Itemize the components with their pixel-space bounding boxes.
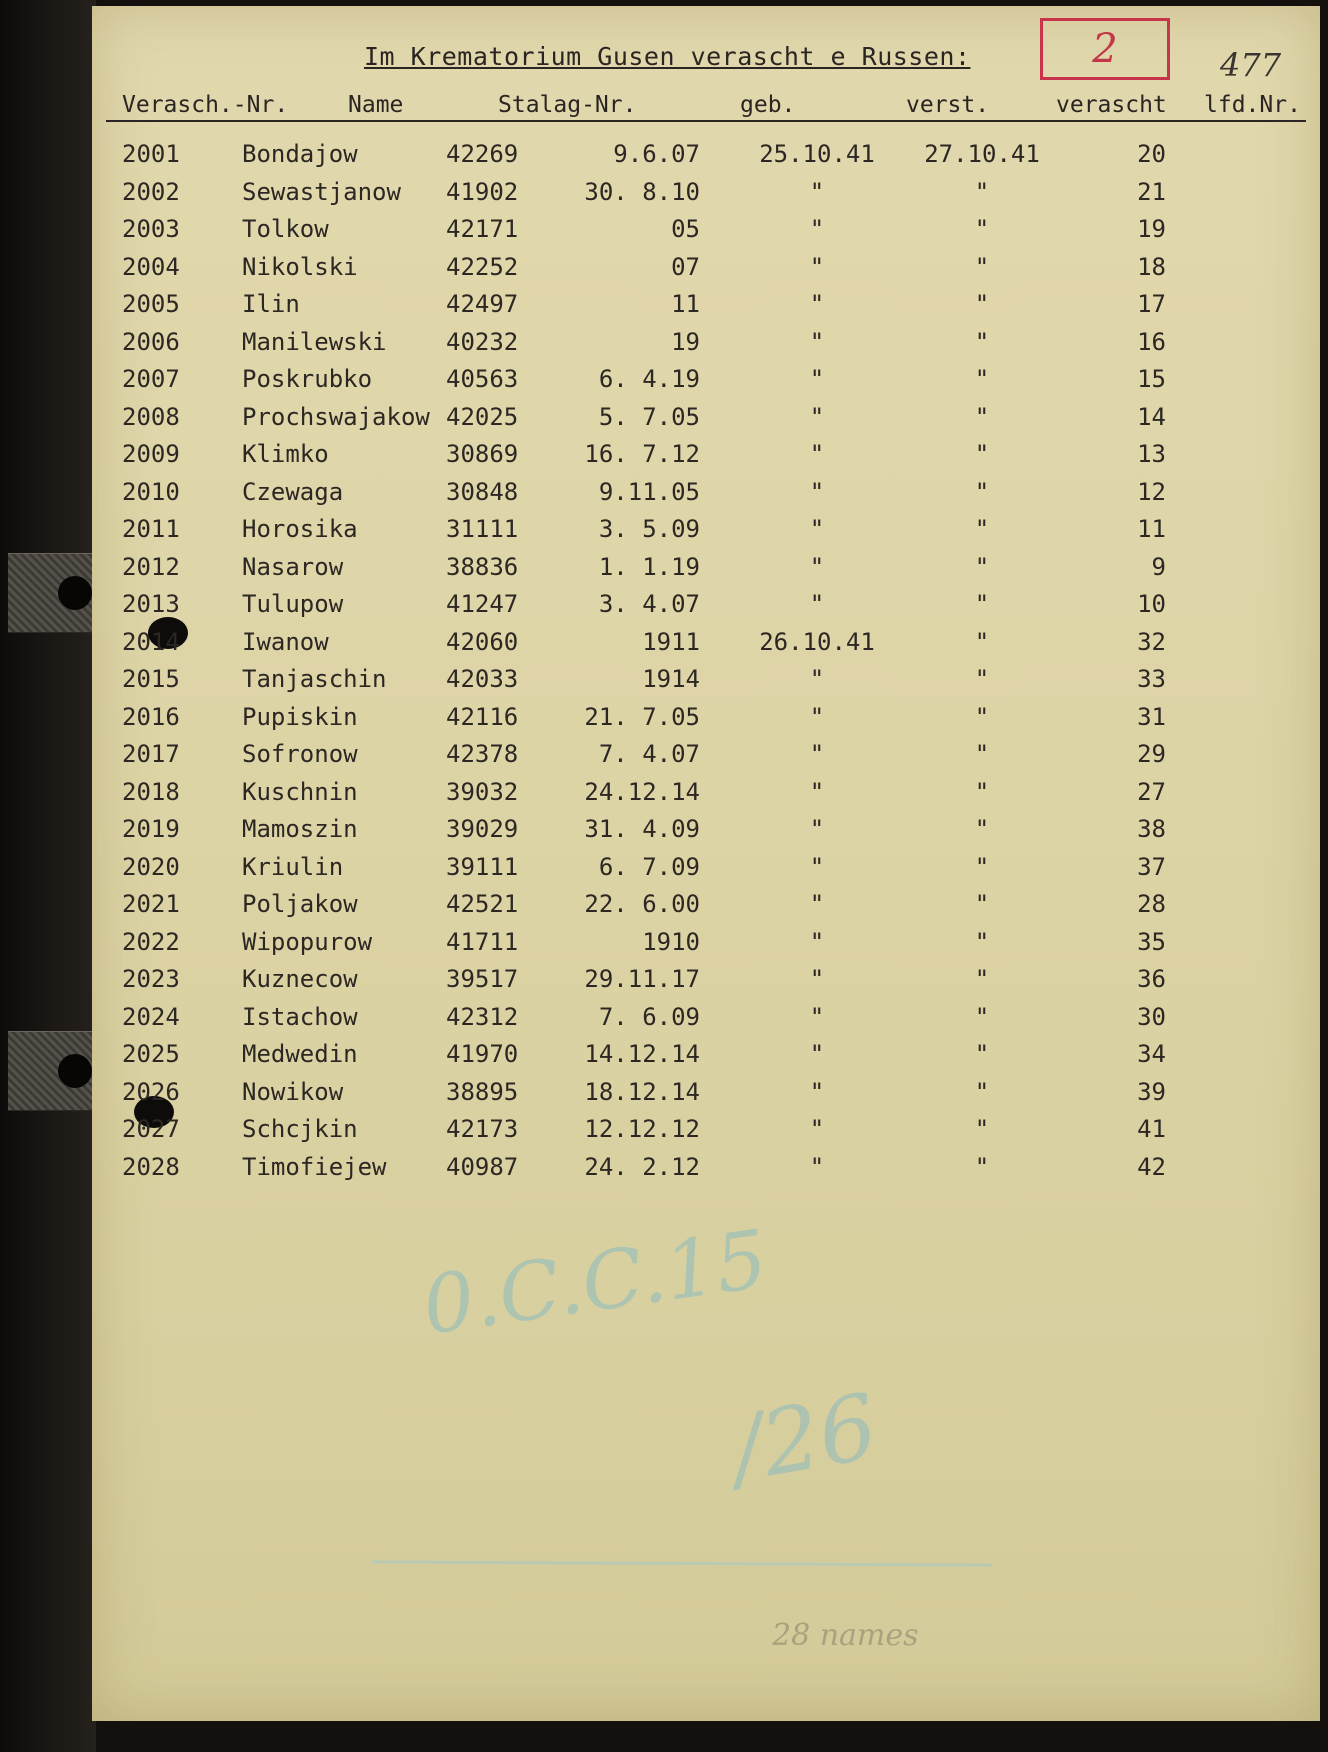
cell-geb: 12.12.12 xyxy=(584,1115,700,1143)
cell-verascht: " xyxy=(974,852,990,881)
header-stalag-nr: Stalag-Nr. xyxy=(498,92,637,118)
cell-lfd-nr: 13 xyxy=(1137,440,1166,468)
cell-stalag-nr: 42060 xyxy=(446,627,519,656)
cell-stalag-nr: 40232 xyxy=(446,327,519,356)
cell-stalag-nr: 42025 xyxy=(446,402,519,431)
cell-verasch-nr: 2025 xyxy=(122,1040,180,1068)
pencil-annotation-code: 0.C.C.15 xyxy=(417,1212,773,1353)
cell-stalag-nr: 40987 xyxy=(446,1152,519,1181)
cell-verascht: " xyxy=(974,440,990,468)
table-row xyxy=(92,1153,1320,1189)
table-row xyxy=(92,1078,1320,1114)
binder-hole xyxy=(58,576,92,610)
table-row xyxy=(92,740,1320,776)
cell-lfd-nr: 31 xyxy=(1137,702,1166,731)
cell-stalag-nr: 41247 xyxy=(446,590,519,618)
cell-lfd-nr: 15 xyxy=(1137,365,1166,393)
cell-verasch-nr: 2004 xyxy=(122,252,180,281)
table-row xyxy=(92,628,1320,664)
cell-name: Iwanow xyxy=(242,627,329,656)
table-row xyxy=(92,365,1320,401)
cell-verascht: " xyxy=(974,365,990,393)
cell-verst: " xyxy=(809,515,825,543)
cell-stalag-nr: 38895 xyxy=(446,1077,519,1106)
cell-name: Istachow xyxy=(242,1002,358,1031)
cell-stalag-nr: 30869 xyxy=(446,440,519,468)
binder-clip-upper xyxy=(8,553,96,633)
page-number: 477 xyxy=(1220,46,1282,84)
cell-geb: 18.12.14 xyxy=(584,1077,700,1106)
cell-name: Nasarow xyxy=(242,552,344,581)
cell-verascht: " xyxy=(974,890,990,918)
table-row xyxy=(92,478,1320,514)
cell-stalag-nr: 42173 xyxy=(446,1115,519,1143)
cell-verascht: " xyxy=(974,927,990,956)
cell-name: Mamoszin xyxy=(242,815,358,843)
table-row xyxy=(92,928,1320,964)
cell-verst: " xyxy=(809,1040,825,1068)
table-row xyxy=(92,778,1320,814)
table-row xyxy=(92,178,1320,214)
cell-verst: " xyxy=(809,215,825,243)
cell-stalag-nr: 42521 xyxy=(446,890,519,918)
cell-name: Sewastjanow xyxy=(242,177,401,206)
table-row xyxy=(92,215,1320,251)
cell-geb: 5. 7.05 xyxy=(598,402,700,431)
cell-geb: 21. 7.05 xyxy=(584,702,700,731)
cell-verasch-nr: 2023 xyxy=(122,965,180,993)
cell-verst: " xyxy=(809,290,825,318)
cell-lfd-nr: 42 xyxy=(1137,1152,1166,1181)
cell-geb: 1910 xyxy=(642,927,700,956)
cell-name: Poskrubko xyxy=(242,365,373,393)
cell-verascht: " xyxy=(974,590,990,618)
cell-stalag-nr: 40563 xyxy=(446,365,519,393)
stamp-number: 2 xyxy=(1092,26,1118,72)
names-count-note: 28 names xyxy=(772,1618,919,1653)
cell-lfd-nr: 17 xyxy=(1137,290,1166,318)
cell-geb: 7. 6.09 xyxy=(598,1002,700,1031)
cell-verasch-nr: 2013 xyxy=(122,590,180,618)
cell-lfd-nr: 28 xyxy=(1137,890,1166,918)
cell-verasch-nr: 2020 xyxy=(122,852,180,881)
cell-verst: " xyxy=(809,1152,825,1181)
header-verasch-nr: Verasch.-Nr. xyxy=(122,92,289,118)
header-name: Name xyxy=(348,92,404,118)
cell-name: Poljakow xyxy=(242,890,358,918)
cell-geb: 30. 8.10 xyxy=(584,177,700,206)
cell-stalag-nr: 42171 xyxy=(446,215,519,243)
cell-verascht: " xyxy=(974,290,990,318)
cell-geb: 16. 7.12 xyxy=(584,440,700,468)
cell-verascht: " xyxy=(974,965,990,993)
cell-geb: 19 xyxy=(671,327,700,356)
cell-lfd-nr: 38 xyxy=(1137,815,1166,843)
cell-verascht: " xyxy=(974,477,990,506)
cell-verascht: " xyxy=(974,1040,990,1068)
cell-stalag-nr: 42033 xyxy=(446,665,519,693)
cell-lfd-nr: 39 xyxy=(1137,1077,1166,1106)
cell-stalag-nr: 39111 xyxy=(446,852,519,881)
cell-verascht: 27.10.41 xyxy=(924,140,1040,168)
cell-verasch-nr: 2006 xyxy=(122,327,180,356)
cell-verst: " xyxy=(809,1002,825,1031)
cell-stalag-nr: 42116 xyxy=(446,702,519,731)
cell-verascht: " xyxy=(974,702,990,731)
table-row xyxy=(92,965,1320,1001)
cell-verasch-nr: 2014 xyxy=(122,627,180,656)
table-row xyxy=(92,853,1320,889)
cell-geb: 05 xyxy=(671,215,700,243)
cell-verascht: " xyxy=(974,1002,990,1031)
cell-verascht: " xyxy=(974,402,990,431)
cell-lfd-nr: 37 xyxy=(1137,852,1166,881)
cell-verascht: " xyxy=(974,665,990,693)
cell-verst: " xyxy=(809,890,825,918)
cell-verasch-nr: 2007 xyxy=(122,365,180,393)
cell-verasch-nr: 2021 xyxy=(122,890,180,918)
cell-stalag-nr: 42252 xyxy=(446,252,519,281)
cell-geb: 31. 4.09 xyxy=(584,815,700,843)
cell-verasch-nr: 2002 xyxy=(122,177,180,206)
cell-verst: " xyxy=(809,365,825,393)
cell-geb: 11 xyxy=(671,290,700,318)
cell-verst: " xyxy=(809,852,825,881)
cell-verasch-nr: 2019 xyxy=(122,815,180,843)
header-lfd-nr: lfd.Nr. xyxy=(1204,92,1301,118)
cell-verasch-nr: 2003 xyxy=(122,215,180,243)
cell-name: Prochswajakow xyxy=(242,402,430,431)
cell-geb: 24. 2.12 xyxy=(584,1152,700,1181)
cell-geb: 29.11.17 xyxy=(584,965,700,993)
cell-lfd-nr: 18 xyxy=(1137,252,1166,281)
pencil-underline xyxy=(372,1560,992,1566)
cell-lfd-nr: 27 xyxy=(1137,777,1166,806)
cell-stalag-nr: 41902 xyxy=(446,177,519,206)
cell-verascht: " xyxy=(974,177,990,206)
cell-stalag-nr: 42497 xyxy=(446,290,519,318)
cell-name: Czewaga xyxy=(242,477,344,506)
cell-name: Klimko xyxy=(242,440,329,468)
cell-lfd-nr: 21 xyxy=(1137,177,1166,206)
cell-verascht: " xyxy=(974,1152,990,1181)
cell-stalag-nr: 39032 xyxy=(446,777,519,806)
cell-verasch-nr: 2001 xyxy=(122,140,180,168)
cell-verasch-nr: 2011 xyxy=(122,515,180,543)
cell-name: Nikolski xyxy=(242,252,358,281)
cell-name: Ilin xyxy=(242,290,300,318)
cell-verst: " xyxy=(809,702,825,731)
cell-verascht: " xyxy=(974,815,990,843)
cell-lfd-nr: 32 xyxy=(1137,627,1166,656)
cell-verascht: " xyxy=(974,1077,990,1106)
cell-verascht: " xyxy=(974,777,990,806)
cell-geb: 6. 4.19 xyxy=(598,365,700,393)
cell-geb: 9.11.05 xyxy=(598,477,700,506)
cell-lfd-nr: 16 xyxy=(1137,327,1166,356)
cell-verascht: " xyxy=(974,740,990,768)
table-row xyxy=(92,590,1320,626)
cell-verasch-nr: 2016 xyxy=(122,702,180,731)
cell-name: Kriulin xyxy=(242,852,344,881)
cell-name: Sofronow xyxy=(242,740,358,768)
table-row xyxy=(92,553,1320,589)
cell-lfd-nr: 41 xyxy=(1137,1115,1166,1143)
cell-verasch-nr: 2017 xyxy=(122,740,180,768)
cell-verascht: " xyxy=(974,252,990,281)
header-verst: verst. xyxy=(906,92,990,118)
pencil-annotation-fraction: /26 xyxy=(723,1374,885,1503)
cell-lfd-nr: 20 xyxy=(1137,140,1166,168)
cell-geb: 3. 4.07 xyxy=(598,590,700,618)
table-row xyxy=(92,1040,1320,1076)
cell-verasch-nr: 2022 xyxy=(122,927,180,956)
cell-name: Wipopurow xyxy=(242,927,373,956)
cell-verst: " xyxy=(809,777,825,806)
cell-stalag-nr: 39517 xyxy=(446,965,519,993)
cell-lfd-nr: 12 xyxy=(1137,477,1166,506)
table-row xyxy=(92,1115,1320,1151)
cell-geb: 1. 1.19 xyxy=(598,552,700,581)
cell-verst: " xyxy=(809,552,825,581)
cell-verst: " xyxy=(809,402,825,431)
cell-stalag-nr: 30848 xyxy=(446,477,519,506)
cell-name: Medwedin xyxy=(242,1040,358,1068)
cell-verst: " xyxy=(809,1077,825,1106)
cell-verst: " xyxy=(809,665,825,693)
cell-name: Tolkow xyxy=(242,215,329,243)
cell-name: Pupiskin xyxy=(242,702,358,731)
document-page xyxy=(92,6,1320,1721)
header-rule xyxy=(106,120,1306,122)
table-row xyxy=(92,815,1320,851)
table-row xyxy=(92,290,1320,326)
header-verascht: verascht xyxy=(1056,92,1167,118)
table-row xyxy=(92,140,1320,176)
table-row xyxy=(92,665,1320,701)
cell-verst: " xyxy=(809,477,825,506)
table-row xyxy=(92,515,1320,551)
cell-name: Timofiejew xyxy=(242,1152,387,1181)
cell-verst: " xyxy=(809,327,825,356)
cell-name: Tulupow xyxy=(242,590,344,618)
cell-verst: " xyxy=(809,177,825,206)
cell-verasch-nr: 2026 xyxy=(122,1077,180,1106)
cell-stalag-nr: 42269 xyxy=(446,140,519,168)
cell-lfd-nr: 29 xyxy=(1137,740,1166,768)
cell-stalag-nr: 41970 xyxy=(446,1040,519,1068)
table-row xyxy=(92,1003,1320,1039)
binder-hole xyxy=(58,1054,92,1088)
cell-lfd-nr: 11 xyxy=(1137,515,1166,543)
cell-geb: 7. 4.07 xyxy=(598,740,700,768)
table-row xyxy=(92,403,1320,439)
cell-verst: 26.10.41 xyxy=(759,627,875,656)
cell-lfd-nr: 35 xyxy=(1137,927,1166,956)
cell-verascht: " xyxy=(974,552,990,581)
cell-verst: " xyxy=(809,590,825,618)
cell-name: Tanjaschin xyxy=(242,665,387,693)
cell-geb: 07 xyxy=(671,252,700,281)
table-row xyxy=(92,440,1320,476)
cell-verst: " xyxy=(809,1115,825,1143)
cell-verasch-nr: 2028 xyxy=(122,1152,180,1181)
cell-verasch-nr: 2027 xyxy=(122,1115,180,1143)
cell-geb: 9.6.07 xyxy=(613,140,700,168)
red-stamp-box xyxy=(1040,18,1170,80)
cell-verasch-nr: 2018 xyxy=(122,777,180,806)
cell-verasch-nr: 2008 xyxy=(122,402,180,431)
cell-geb: 14.12.14 xyxy=(584,1040,700,1068)
cell-verst: " xyxy=(809,815,825,843)
cell-geb: 1914 xyxy=(642,665,700,693)
document-title: Im Krematorium Gusen verascht e Russen: xyxy=(364,42,971,71)
cell-verst: " xyxy=(809,252,825,281)
cell-name: Nowikow xyxy=(242,1077,344,1106)
cell-lfd-nr: 14 xyxy=(1137,402,1166,431)
cell-verascht: " xyxy=(974,515,990,543)
cell-name: Bondajow xyxy=(242,140,358,168)
cell-name: Manilewski xyxy=(242,327,387,356)
table-row xyxy=(92,703,1320,739)
cell-name: Horosika xyxy=(242,515,358,543)
table-row xyxy=(92,328,1320,364)
cell-stalag-nr: 42378 xyxy=(446,740,519,768)
cell-lfd-nr: 36 xyxy=(1137,965,1166,993)
cell-verascht: " xyxy=(974,327,990,356)
header-geb: geb. xyxy=(740,92,796,118)
cell-verasch-nr: 2012 xyxy=(122,552,180,581)
cell-name: Schcjkin xyxy=(242,1115,358,1143)
cell-verascht: " xyxy=(974,1115,990,1143)
cell-verasch-nr: 2010 xyxy=(122,477,180,506)
cell-verst: " xyxy=(809,440,825,468)
cell-stalag-nr: 41711 xyxy=(446,927,519,956)
cell-lfd-nr: 33 xyxy=(1137,665,1166,693)
cell-verst: " xyxy=(809,740,825,768)
cell-stalag-nr: 39029 xyxy=(446,815,519,843)
cell-name: Kuschnin xyxy=(242,777,358,806)
binder-clip-lower xyxy=(8,1031,96,1111)
cell-lfd-nr: 9 xyxy=(1151,552,1166,581)
cell-lfd-nr: 30 xyxy=(1137,1002,1166,1031)
binder-edge xyxy=(0,0,96,1752)
cell-verascht: " xyxy=(974,215,990,243)
table-row xyxy=(92,890,1320,926)
cell-geb: 6. 7.09 xyxy=(598,852,700,881)
cell-verascht: " xyxy=(974,627,990,656)
cell-verasch-nr: 2009 xyxy=(122,440,180,468)
cell-geb: 22. 6.00 xyxy=(584,890,700,918)
cell-lfd-nr: 34 xyxy=(1137,1040,1166,1068)
cell-geb: 24.12.14 xyxy=(584,777,700,806)
cell-verst: " xyxy=(809,965,825,993)
cell-stalag-nr: 42312 xyxy=(446,1002,519,1031)
cell-lfd-nr: 10 xyxy=(1137,590,1166,618)
cell-verst: " xyxy=(809,927,825,956)
cell-verasch-nr: 2015 xyxy=(122,665,180,693)
cell-verst: 25.10.41 xyxy=(759,140,875,168)
cell-lfd-nr: 19 xyxy=(1137,215,1166,243)
cell-geb: 3. 5.09 xyxy=(598,515,700,543)
cell-stalag-nr: 31111 xyxy=(446,515,519,543)
cell-verasch-nr: 2005 xyxy=(122,290,180,318)
cell-geb: 1911 xyxy=(642,627,700,656)
cell-stalag-nr: 38836 xyxy=(446,552,519,581)
table-row xyxy=(92,253,1320,289)
cell-name: Kuznecow xyxy=(242,965,358,993)
cell-verasch-nr: 2024 xyxy=(122,1002,180,1031)
